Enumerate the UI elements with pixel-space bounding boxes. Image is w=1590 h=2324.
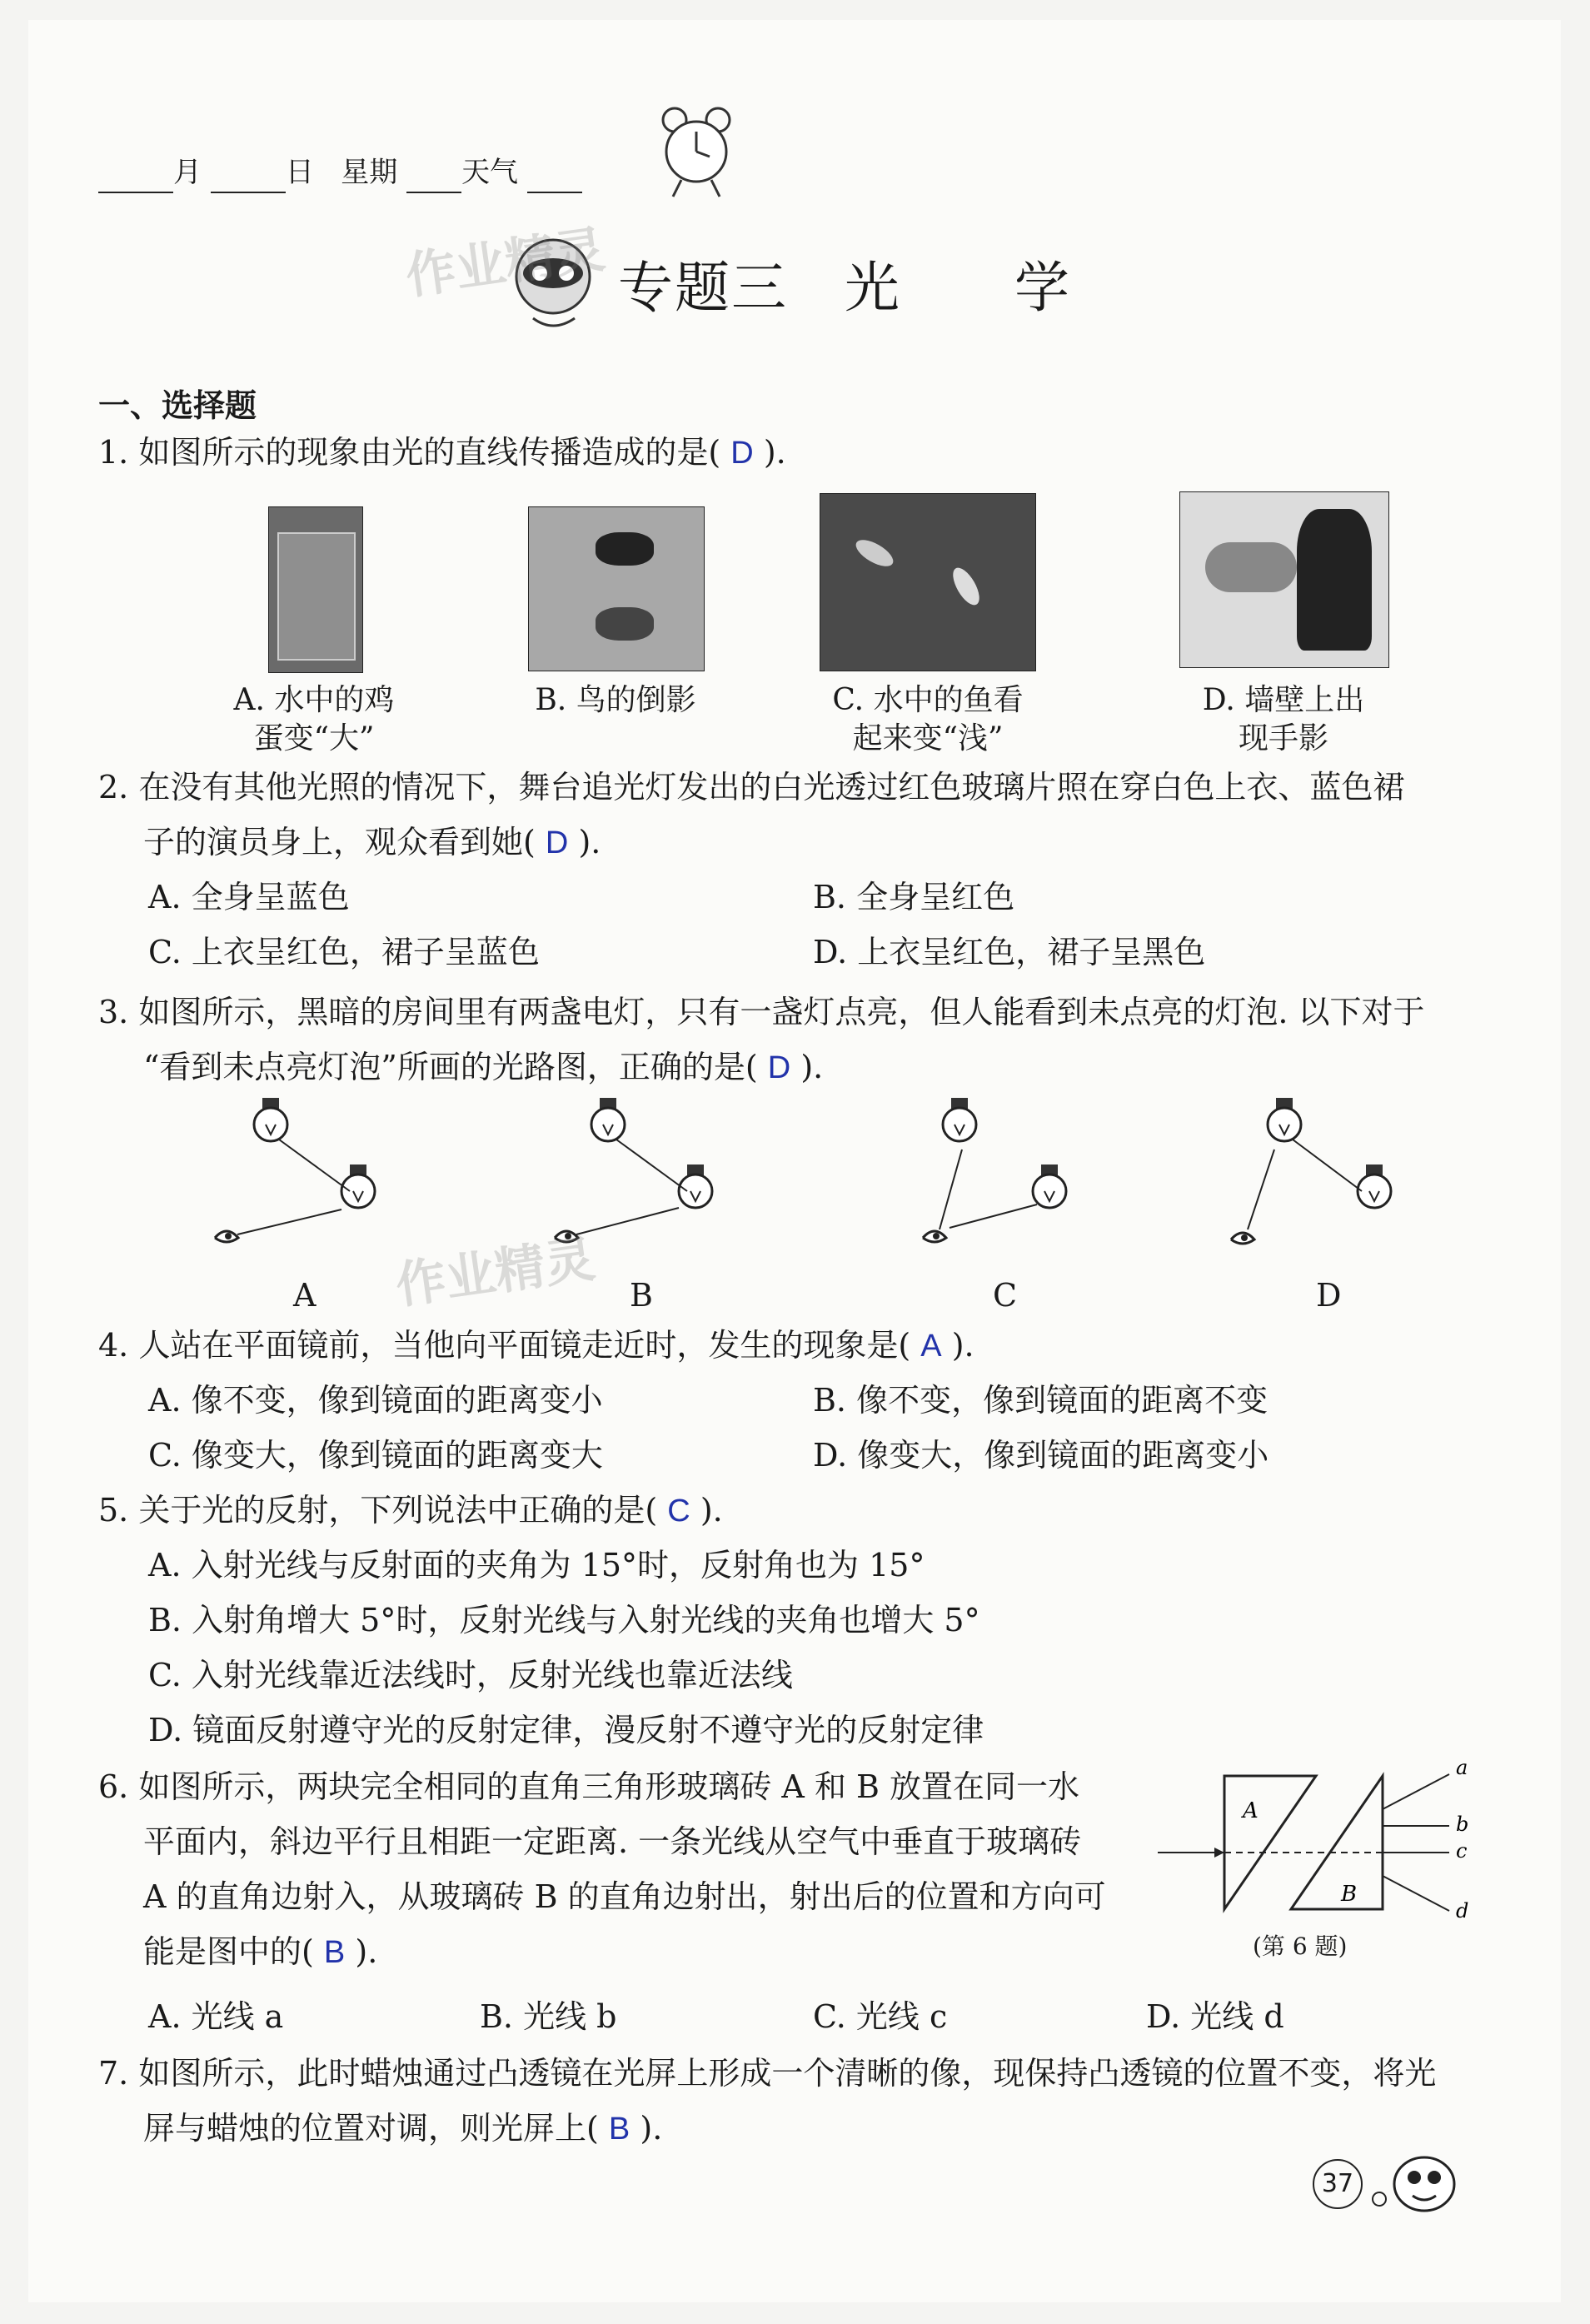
prism-b-label: B — [1341, 1882, 1358, 1907]
diagram-label-a: A — [293, 1277, 317, 1314]
answer-1: D — [730, 436, 754, 471]
q5-option-a: A. 入射光线与反射面的夹角为 15°时，反射角也为 15° — [148, 1547, 925, 1583]
ray-a-label: a — [1456, 1759, 1468, 1779]
watermark-top: 作业精灵 — [401, 220, 609, 307]
answer-3: D — [767, 1050, 791, 1085]
question-6-line3: A 的直角边射入，从玻璃砖 B 的直角边射出，射出后的位置和方向可 — [143, 1878, 1106, 1915]
diagram-label-b: B — [630, 1277, 653, 1314]
caption-a: A. 水中的鸡 蛋变“大” — [233, 683, 395, 756]
ray-d-label: d — [1456, 1899, 1469, 1923]
month-label: 月 — [173, 156, 202, 189]
figure-6-caption: (第 6 题) — [1253, 1933, 1348, 1960]
glass-prism-diagram — [1149, 1759, 1483, 1926]
q5-option-c: C. 入射光线靠近法线时，反射光线也靠近法线 — [148, 1657, 793, 1693]
page-title: 专题三 光 学 — [618, 256, 1071, 320]
fish-photo — [820, 493, 1036, 671]
q4-option-c: C. 像变大，像到镜面的距离变大 — [148, 1437, 603, 1474]
light-path-diagrams — [192, 1098, 1441, 1273]
day-blank — [211, 163, 286, 193]
question-7-line2: 屏与蜡烛的位置对调，则光屏上( B ). — [143, 2110, 663, 2147]
alarm-clock-icon — [651, 102, 743, 202]
q4-option-b: B. 像不变，像到镜面的距离不变 — [813, 1382, 1269, 1419]
question-3-line1: 3. 如图所示，黑暗的房间里有两盏电灯，只有一盏灯点亮，但人能看到未点亮的灯泡. 以下对于 — [98, 994, 1425, 1030]
q6-option-b: B. 光线 b — [480, 1998, 617, 2035]
ray-c-label: c — [1456, 1839, 1468, 1863]
answer-5: C — [667, 1494, 690, 1529]
ray-b-label: b — [1456, 1813, 1469, 1836]
weekday-label: 星期 — [341, 156, 398, 189]
weather-blank — [527, 163, 582, 193]
page-number: 37 — [1313, 2159, 1363, 2209]
question-6-line1: 6. 如图所示，两块完全相同的直角三角形玻璃砖 A 和 B 放置在同一水 — [98, 1768, 1080, 1805]
question-6-line2: 平面内，斜边平行且相距一定距离. 一条光线从空气中垂直于玻璃砖 — [143, 1823, 1082, 1860]
weekday-blank — [406, 163, 461, 193]
weather-label: 天气 — [461, 156, 519, 189]
caption-d: D. 墙壁上出 现手影 — [1202, 683, 1365, 756]
date-header — [98, 152, 582, 193]
q6-option-a: A. 光线 a — [148, 1998, 284, 2035]
question-7-line1: 7. 如图所示，此时蜡烛通过凸透镜在光屏上形成一个清晰的像，现保持凸透镜的位置不变，将光 — [98, 2055, 1437, 2092]
day-label: 日 — [285, 156, 314, 189]
answer-2: D — [545, 825, 569, 860]
caption-b: B. 鸟的倒影 — [535, 683, 696, 717]
diagram-label-c: C — [993, 1277, 1018, 1314]
mascot-footer-icon — [1366, 2142, 1466, 2226]
hand-shadow-photo — [1179, 491, 1389, 668]
question-6-line4: 能是图中的( B ). — [143, 1933, 378, 1970]
q6-option-c: C. 光线 c — [813, 1998, 948, 2035]
caption-c: C. 水中的鱼看 起来变“浅” — [832, 683, 1024, 756]
diagram-label-d: D — [1316, 1277, 1342, 1314]
section-heading: 一、选择题 — [98, 387, 257, 424]
q2-option-c: C. 上衣呈红色，裙子呈蓝色 — [148, 934, 540, 970]
q2-option-b: B. 全身呈红色 — [813, 879, 1015, 915]
answer-6: B — [323, 1935, 346, 1970]
question-5: 5. 关于光的反射，下列说法中正确的是( C ). — [98, 1492, 723, 1529]
question-4: 4. 人站在平面镜前，当他向平面镜走近时，发生的现象是( A ). — [98, 1327, 974, 1364]
prism-a-label: A — [1243, 1798, 1259, 1823]
question-2-line2: 子的演员身上，观众看到她( D ). — [143, 824, 601, 860]
month-blank — [98, 163, 173, 193]
q2-option-a: A. 全身呈蓝色 — [148, 879, 350, 915]
watermark-middle: 作业精灵 — [391, 1229, 599, 1316]
q4-option-a: A. 像不变，像到镜面的距离变小 — [148, 1382, 603, 1419]
answer-4: A — [920, 1329, 942, 1364]
q2-option-d: D. 上衣呈红色，裙子呈黑色 — [813, 934, 1206, 970]
question-3-line2: “看到未点亮灯泡”所画的光路图，正确的是( D ). — [143, 1049, 824, 1085]
question-2-line1: 2. 在没有其他光照的情况下，舞台追光灯发出的白光透过红色玻璃片照在穿白色上衣、蓝色裙 — [98, 769, 1405, 805]
bird-reflection-photo — [528, 506, 705, 671]
q4-option-d: D. 像变大，像到镜面的距离变小 — [813, 1437, 1269, 1474]
q5-option-d: D. 镜面反射遵守光的反射定律，漫反射不遵守光的反射定律 — [148, 1712, 984, 1748]
question-1: 1. 如图所示的现象由光的直线传播造成的是( D ). — [98, 434, 786, 471]
answer-7: B — [608, 2112, 631, 2147]
q5-option-b: B. 入射角增大 5°时，反射光线与入射光线的夹角也增大 5° — [148, 1602, 980, 1638]
glass-egg-photo — [268, 506, 363, 673]
q6-option-d: D. 光线 d — [1146, 1998, 1284, 2035]
